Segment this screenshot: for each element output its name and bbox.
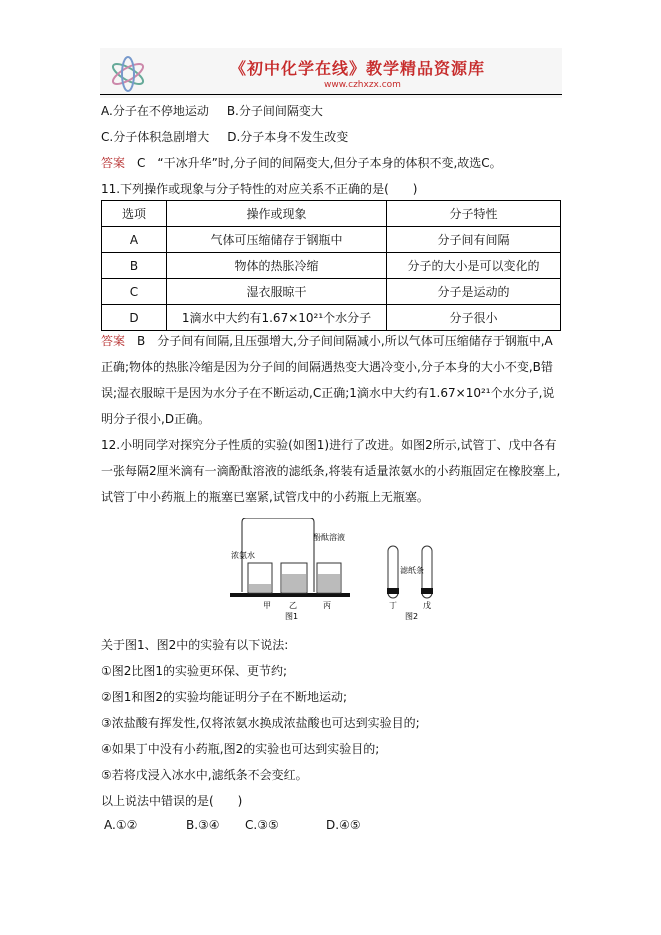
table-row	[102, 305, 561, 331]
table-cell: 1滴水中大约有1.67×10²¹个水分子	[167, 305, 387, 331]
table-cell: 气体可压缩储存于钢瓶中	[167, 227, 387, 253]
table-cell: 分子是运动的	[387, 279, 561, 305]
header-cell: 分子特性	[387, 201, 561, 227]
answer-label: 答案	[101, 334, 126, 348]
q12-intro: 关于图1、图2中的实验有以下说法:	[101, 638, 289, 652]
banner-url: www.czhxzx.com	[324, 80, 401, 90]
beaker-label: 乙	[289, 601, 297, 610]
table-row	[102, 253, 561, 279]
tube-label: 戊	[423, 601, 431, 610]
table-cell: D	[102, 305, 167, 331]
table-header-row	[102, 201, 561, 227]
experiment-figure	[225, 518, 445, 623]
table-cell: 湿衣服晾干	[167, 279, 387, 305]
statement: ③浓盐酸有挥发性,仅将浓氨水换成浓盐酸也可达到实验目的;	[101, 716, 420, 730]
q12-ask: 以上说法中错误的是( )	[101, 794, 243, 808]
q12-option-b: B.③④	[186, 818, 220, 832]
table-cell: B	[102, 253, 167, 279]
table-cell: C	[102, 279, 167, 305]
table-cell: A	[102, 227, 167, 253]
figure1-caption: 图1	[285, 612, 299, 621]
table-row	[102, 227, 561, 253]
label-ammonia: 浓氨水	[231, 551, 255, 560]
q12-stem: 12.小明同学对探究分子性质的实验(如图1)进行了改进。如图2所示,试管丁、戊中各有一张每隔2厘米滴有一滴酚酞溶液的滤纸条,将装有适量浓氨水的小药瓶固定在橡胶塞上,试管丁中小药瓶上的瓶塞已塞紧,试管戊中的小药瓶上无瓶塞。	[101, 438, 561, 504]
q12-option-d: D.④⑤	[326, 818, 361, 832]
answer-text: C “干冰升华”时,分子间的间隔变大,但分子本身的体积不变,故选C。	[137, 156, 502, 170]
q12-option-c: C.③⑤	[245, 818, 279, 832]
q11-answer	[101, 328, 563, 432]
table-row	[102, 279, 561, 305]
beaker-label: 丙	[323, 601, 331, 610]
figure2-caption: 图2	[405, 612, 419, 621]
answer-label: 答案	[101, 156, 126, 170]
label-phenol: 酚酞溶液	[313, 533, 345, 542]
table-cell: 分子很小	[387, 305, 561, 331]
q12-option-a: A.①②	[104, 818, 138, 832]
header-cell: 操作或现象	[167, 201, 387, 227]
header-rule	[100, 94, 562, 95]
answer-text: B 分子间有间隔,且压强增大,分子间间隔减小,所以气体可压缩储存于钢瓶中,A正确;物体的热胀冷缩是因为分子间的间隔遇热变大遇冷变小,分子本身的大小不变,B错误;湿衣服晾干是因为水分子在不断运动,C正确;1滴水中大约有1.67×10²¹个水分子,说明分子很小,D正确。	[101, 334, 555, 426]
q10-option-a: A.分子在不停地运动	[101, 104, 209, 118]
table-cell: 分子间有间隔	[387, 227, 561, 253]
header-cell: 选项	[102, 201, 167, 227]
q10-option-c: C.分子体积急剧增大	[101, 130, 210, 144]
table-cell: 分子的大小是可以变化的	[387, 253, 561, 279]
banner-title: 《初中化学在线》教学精品资源库	[230, 59, 486, 78]
header-banner	[100, 48, 562, 98]
statement: ①图2比图1的实验更环保、更节约;	[101, 664, 288, 678]
statement: ④如果丁中没有小药瓶,图2的实验也可达到实验目的;	[101, 742, 380, 756]
q10-answer	[101, 154, 502, 171]
table-cell: 物体的热胀冷缩	[167, 253, 387, 279]
statement: ②图1和图2的实验均能证明分子在不断地运动;	[101, 690, 348, 704]
q11-stem: 11.下列操作或现象与分子特性的对应关系不正确的是( )	[101, 182, 418, 196]
q10-option-d: D.分子本身不发生改变	[227, 130, 349, 144]
atom-logo-icon	[108, 54, 148, 94]
beaker-label: 甲	[263, 601, 271, 610]
q10-options-cd	[101, 128, 348, 145]
q11-table	[101, 200, 561, 331]
q10-option-b: B.分子间间隔变大	[226, 104, 323, 118]
statement: ⑤若将戊浸入冰水中,滤纸条不会变红。	[101, 768, 308, 782]
tube-label: 丁	[389, 601, 397, 610]
label-filter-strip: 滤纸条	[400, 566, 424, 575]
q10-options-ab	[101, 102, 323, 119]
